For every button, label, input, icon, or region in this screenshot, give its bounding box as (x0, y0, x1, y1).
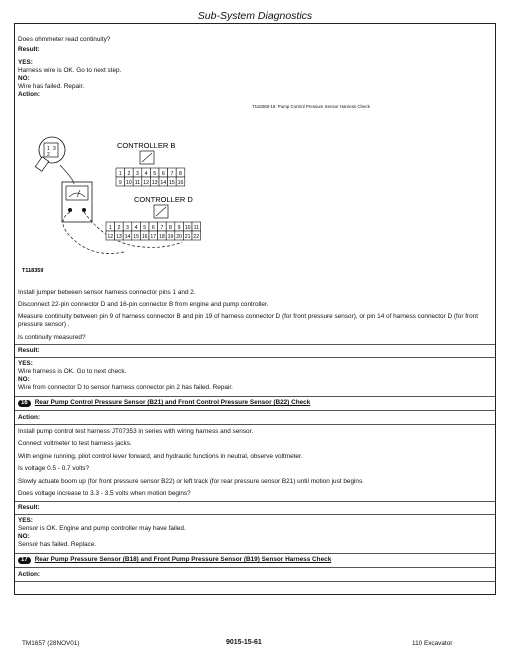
step-text: Disconnect 22-pin connector D and 16-pin connector B from engine and pump controller. (18, 301, 269, 308)
pin-number: 7 (170, 170, 174, 177)
question-text: Does ohmmeter read continuity? (18, 36, 111, 43)
step-text: Connect voltmeter to test harness jacks. (18, 440, 132, 447)
result-label: Result: (18, 46, 40, 53)
divider (15, 344, 495, 345)
step-text: Measure continuity between pin 9 of harness connector B and pin 19 of harness connector D (for front pressure sensor), or pin 14 of harness connector D (for front pressure sensor) . (18, 313, 479, 328)
divider (15, 424, 495, 425)
yes-text: Harness wire is OK. Go to next step. (18, 67, 122, 74)
no-text: Wire from connector D to sensor harness connector pin 2 has failed. Repair. (18, 384, 233, 391)
controller-b-title: CONTROLLER B (117, 141, 176, 150)
pin-number: 20 (176, 233, 182, 240)
pin-number: 21 (184, 233, 191, 240)
section-title: Rear Pump Control Pressure Sensor (B21) and Front Control Pressure Sensor (B22) Check (34, 399, 311, 406)
controller-b-pin-grid (116, 168, 185, 186)
section-number-badge: 16 (18, 400, 31, 407)
page-header-title: Sub-System Diagnostics (197, 10, 313, 22)
harness-diagram (14, 110, 214, 280)
pin-number: 22 (193, 233, 200, 240)
pin-number: 8 (169, 224, 172, 231)
result-label: Result: (18, 347, 40, 354)
result-label: Result: (18, 504, 40, 511)
pin-number: 12 (143, 179, 149, 186)
pin-number: 11 (134, 179, 141, 186)
divider (15, 501, 495, 502)
pin-number: 5 (143, 224, 147, 231)
sensor-connector-icon (35, 137, 65, 171)
divider (15, 553, 495, 554)
figure-id: T118359 (22, 268, 44, 274)
sensor-pin-label: 3 (53, 146, 56, 152)
pin-number: 10 (126, 179, 132, 186)
divider (15, 396, 495, 397)
pin-number: 9 (118, 179, 122, 186)
pin-number: 15 (133, 233, 139, 240)
pin-number: 12 (107, 233, 114, 240)
footer-page-number: 9015-15-61 (226, 639, 262, 646)
no-text: Wire has failed. Repair. (18, 83, 85, 90)
pin-number: 3 (136, 170, 139, 177)
footer-doc-id: TM1657 (28NOV01) (22, 640, 80, 647)
no-text: Sensor has failed. Replace. (18, 541, 97, 548)
action-label: Action: (18, 571, 41, 578)
pin-number: 17 (150, 233, 157, 240)
step-text: Slowly actuate boom up (for front pressure sensor B22) or left track (for rear pressure sensor B21) until motion just begins. (18, 478, 364, 485)
pin-number: 16 (141, 233, 148, 240)
divider (15, 581, 495, 582)
step-text: Install jumper between sensor harness connector pins 1 and 2. (18, 289, 196, 296)
pin-number: 3 (126, 224, 129, 231)
pin-number: 5 (153, 170, 157, 177)
pin-number: 14 (124, 233, 131, 240)
no-label: NO: (18, 376, 30, 383)
controller-d-pin-grid (106, 222, 201, 240)
action-label: Action: (18, 414, 41, 421)
pin-number: 8 (179, 170, 182, 177)
pin-number: 4 (144, 170, 148, 177)
section-heading (18, 556, 331, 564)
pin-number: 19 (167, 233, 174, 240)
pin-number: 6 (151, 224, 155, 231)
pin-number: 1 (108, 224, 112, 231)
section-number-badge: 17 (18, 557, 31, 564)
divider (15, 567, 495, 568)
step-text: Install pump control test harness JT07353 in series with wiring harness and sensor. (18, 428, 254, 435)
pin-number: 10 (184, 224, 191, 231)
step-text: With engine running, pilot control lever forward, and hydraulic functions in neutral, observe voltmeter. (18, 453, 303, 460)
yes-text: Wire harness is OK. Go to next check. (18, 368, 127, 375)
controller-d-title: CONTROLLER D (134, 195, 193, 204)
step-text: Is voltage 0.5 - 0.7 volts? (18, 465, 90, 472)
pin-number: 2 (117, 224, 121, 231)
pin-number: 18 (159, 233, 165, 240)
yes-label: YES: (18, 517, 33, 524)
pin-number: 4 (134, 224, 138, 231)
multimeter-icon (62, 182, 92, 222)
yes-label: YES: (18, 59, 33, 66)
divider (15, 357, 495, 358)
no-label: NO: (18, 533, 30, 540)
pin-number: 15 (169, 179, 175, 186)
divider (15, 410, 495, 411)
pin-number: 1 (118, 170, 122, 177)
pin-number: 11 (193, 224, 199, 231)
section-heading (18, 399, 310, 407)
pin-number: 9 (177, 224, 181, 231)
divider (15, 514, 495, 515)
no-label: NO: (18, 75, 30, 82)
pin-number: 7 (160, 224, 164, 231)
sensor-lead-line (60, 165, 74, 184)
sensor-pin-label: 1 (47, 146, 50, 152)
pin-number: 2 (127, 170, 131, 177)
sensor-pin-label: 2 (47, 152, 50, 158)
footer-machine-model: 110 Excavator (412, 640, 453, 647)
pin-number: 14 (160, 179, 167, 186)
pin-number: 13 (116, 233, 122, 240)
step-text: Is continuity measured? (18, 334, 86, 341)
pin-number: 13 (151, 179, 158, 186)
yes-text: Sensor is OK. Engine and pump controller may have failed. (18, 525, 186, 532)
pin-number: 6 (161, 170, 165, 177)
yes-label: YES: (18, 360, 33, 367)
action-label: Action: (18, 91, 41, 98)
section-title: Rear Pump Pressure Sensor (B18) and Front Pump Pressure Sensor (B19) Sensor Harness Check (34, 556, 332, 563)
step-text: Does voltage increase to 3.3 - 3.5 volts when motion begins? (18, 490, 191, 497)
figure-caption: T118359-19: Pump Control Pressure Sensor Harness Check (252, 104, 370, 109)
pin-number: 16 (177, 179, 184, 186)
